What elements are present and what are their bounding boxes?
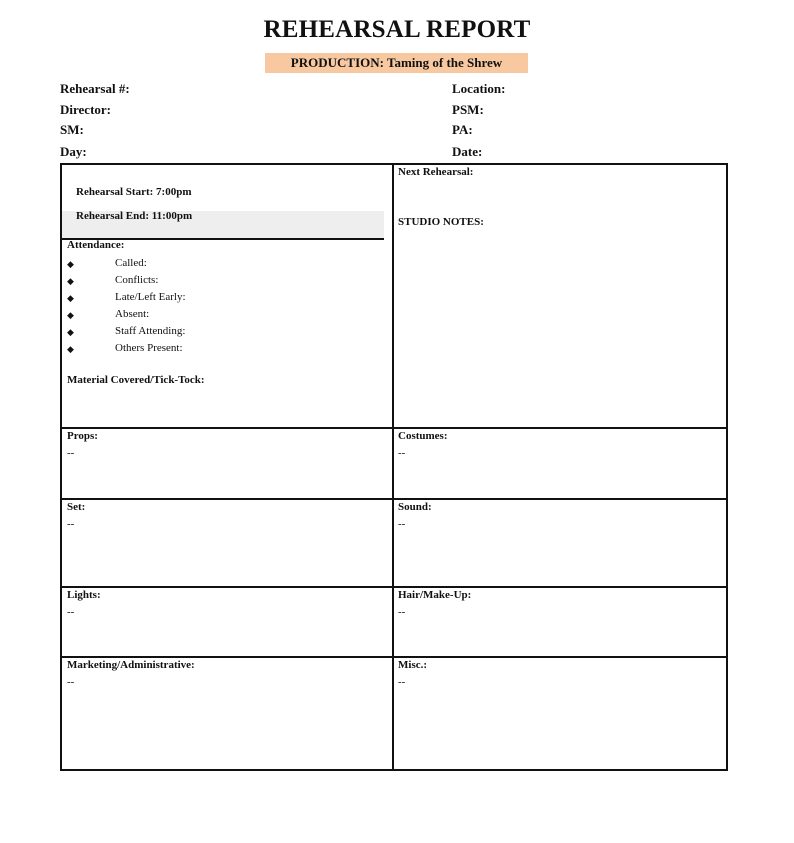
pa-label: PA: xyxy=(452,122,473,137)
bullet-icon: ◆ xyxy=(67,310,74,320)
bullet-icon: ◆ xyxy=(67,327,74,337)
marketing-value: -- xyxy=(67,676,75,688)
date-label: Date: xyxy=(452,144,483,159)
sound-value: -- xyxy=(398,518,406,530)
rehearsal-start: Rehearsal Start: 7:00pm xyxy=(76,186,192,198)
location-label: Location: xyxy=(452,81,506,96)
bullet-icon: ◆ xyxy=(67,276,74,286)
list-item xyxy=(66,256,366,273)
report-grid xyxy=(60,163,728,771)
studio-notes-label: STUDIO NOTES: xyxy=(398,216,484,228)
attendance-late: Late/Left Early: xyxy=(115,291,186,303)
report-title: REHEARSAL REPORT xyxy=(263,16,531,43)
misc-label: Misc.: xyxy=(398,659,428,671)
hair-makeup-value: -- xyxy=(398,606,406,618)
attendance-label: Attendance: xyxy=(67,239,125,251)
grid-divider-3 xyxy=(60,586,728,588)
day-label: Day: xyxy=(60,144,87,159)
costumes-label: Costumes: xyxy=(398,430,448,442)
hair-makeup-label: Hair/Make-Up: xyxy=(398,589,472,601)
marketing-label: Marketing/Administrative: xyxy=(67,659,195,671)
attendance-list xyxy=(66,256,366,358)
props-label: Props: xyxy=(67,430,98,442)
attendance-called: Called: xyxy=(115,257,147,269)
attendance-absent: Absent: xyxy=(115,308,150,320)
list-item xyxy=(66,307,366,324)
material-covered-label: Material Covered/Tick-Tock: xyxy=(67,374,205,386)
list-item xyxy=(66,324,366,341)
lights-label: Lights: xyxy=(67,589,101,601)
misc-value: -- xyxy=(398,676,406,688)
set-label: Set: xyxy=(67,501,86,513)
grid-divider-vertical xyxy=(392,163,394,771)
lights-value: -- xyxy=(67,606,75,618)
sm-label: SM: xyxy=(60,122,84,137)
set-value: -- xyxy=(67,518,75,530)
attendance-conflicts: Conflicts: xyxy=(115,274,159,286)
rehearsal-end: Rehearsal End: 11:00pm xyxy=(76,210,193,222)
attendance-others: Others Present: xyxy=(115,342,183,354)
next-rehearsal-label: Next Rehearsal: xyxy=(398,166,474,178)
production-banner: PRODUCTION: Taming of the Shrew xyxy=(265,53,528,73)
sound-label: Sound: xyxy=(398,501,432,513)
attendance-staff: Staff Attending: xyxy=(115,325,186,337)
grid-divider-4 xyxy=(60,656,728,658)
costumes-value: -- xyxy=(398,447,406,459)
grid-divider-2 xyxy=(60,498,728,500)
bullet-icon: ◆ xyxy=(67,259,74,269)
bullet-icon: ◆ xyxy=(67,344,74,354)
list-item xyxy=(66,290,366,307)
director-label: Director: xyxy=(60,102,112,117)
rehearsal-number-label: Rehearsal #: xyxy=(60,81,130,96)
grid-divider-1 xyxy=(60,427,728,429)
bullet-icon: ◆ xyxy=(67,293,74,303)
list-item xyxy=(66,273,366,290)
list-item xyxy=(66,341,366,358)
psm-label: PSM: xyxy=(452,102,484,117)
props-value: -- xyxy=(67,447,75,459)
